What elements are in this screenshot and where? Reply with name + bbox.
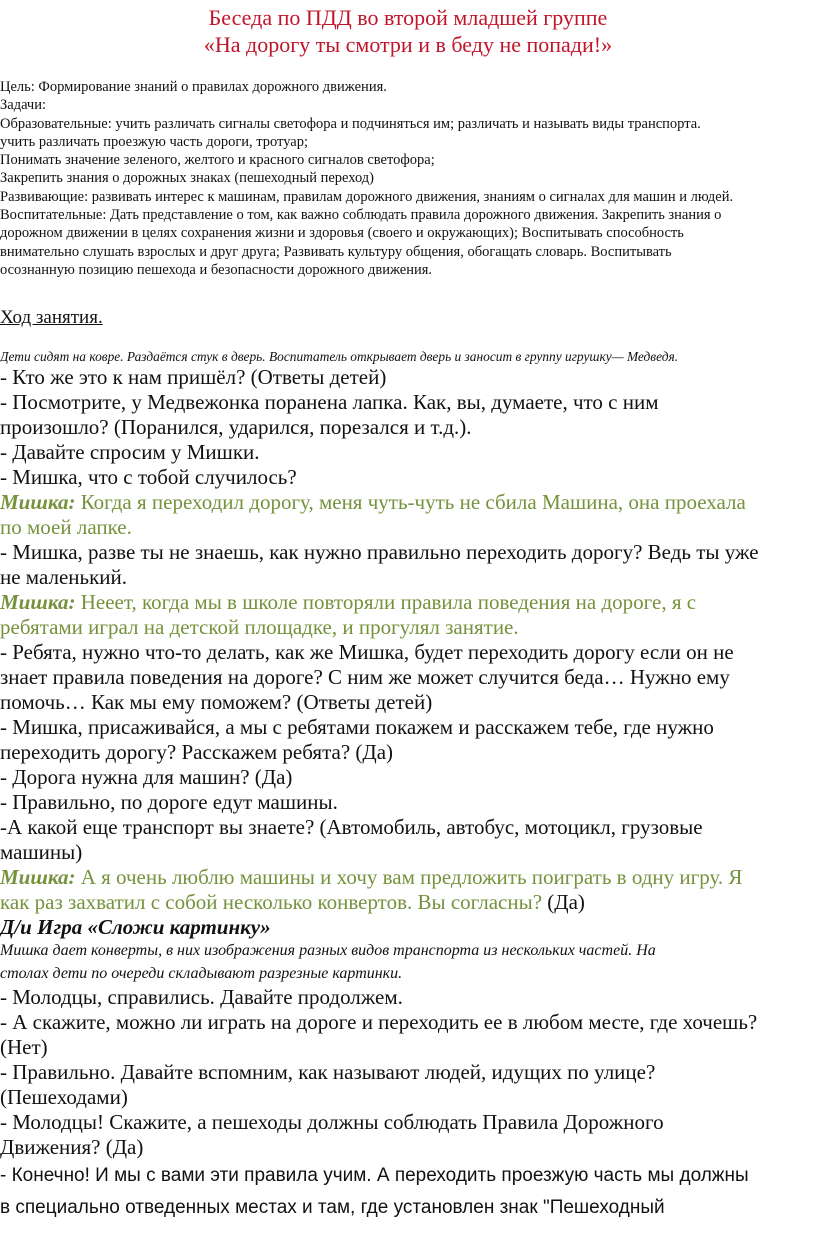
line-text: помочь… Как мы ему поможем? (Ответы детей) — [0, 690, 433, 714]
line-text: произошло? (Поранился, ударился, порезался и т.д.). — [0, 415, 472, 439]
text-line — [0, 565, 816, 590]
goal-line: Задачи: — [0, 97, 47, 114]
teacher-line — [0, 765, 816, 790]
paragraph — [0, 1160, 816, 1224]
text-line — [0, 890, 816, 915]
text-line — [0, 715, 816, 740]
text-line — [0, 815, 816, 840]
text-line — [0, 615, 816, 640]
goal-line: дорожном движении в целях сохранения жизни и здоровья (своего и окружающих); Воспитывать способность — [0, 225, 684, 242]
teacher-line — [0, 1110, 816, 1160]
text-line — [0, 1085, 816, 1110]
line-text: - Кто же это к нам пришёл? (Ответы детей) — [0, 365, 387, 389]
text-line — [0, 390, 816, 415]
text-line — [0, 590, 816, 615]
text-line — [0, 1192, 816, 1224]
line-text: - Молодцы, справились. Давайте продолжем. — [0, 985, 403, 1009]
text-line — [0, 1035, 816, 1060]
line-text: столах дети по очереди складывают разрезные картинки. — [0, 965, 403, 982]
goal-line: Цель: Формирование знаний о правилах дорожного движения. — [0, 79, 387, 95]
text-line — [0, 1110, 816, 1135]
line-text: машины) — [0, 840, 83, 864]
text-line — [0, 790, 816, 815]
goal-line: осознанную позицию пешехода и безопасности дорожного движения. — [0, 261, 433, 278]
text-line — [0, 1060, 816, 1085]
line-text: Дети сидят на ковре. Раздаётся стук в дверь. Воспитатель открывает дверь и заносит в группу игрушку— Медведя. — [0, 349, 679, 364]
text-line — [0, 540, 816, 565]
title-subtitle: «На дорогу ты смотри и в беду не попади!» — [203, 32, 613, 57]
bear-speech — [0, 590, 816, 640]
text-line — [0, 515, 816, 540]
line-text: (Нет) — [0, 1035, 48, 1059]
text-line — [0, 915, 816, 939]
line-text: - Давайте спросим у Мишки. — [0, 440, 260, 464]
goal-line: Развивающие: развивать интерес к машинам, правилам дорожного движения, знаниям о сигналах для машин и людей. — [0, 188, 734, 205]
line-text: - Мишка, что с тобой случилось? — [0, 465, 297, 489]
teacher-line — [0, 1060, 816, 1110]
bear-speech — [0, 490, 816, 540]
speaker-label: Мишка: — [0, 590, 76, 614]
title-line: Беседа по ПДД во второй младшей группе — [208, 5, 608, 30]
lesson-body — [0, 350, 816, 1224]
line-text: Когда я переходил дорогу, меня чуть-чуть не сбила Машина, она проехала — [75, 490, 746, 514]
text-line — [0, 865, 816, 890]
game-note — [0, 939, 816, 985]
goal-line: Закрепить знания о дорожных знаках (пешеходный переход) — [0, 170, 375, 187]
goals-section — [0, 78, 733, 279]
text-line — [0, 840, 816, 865]
line-text: - Правильно, по дороге едут машины. — [0, 790, 338, 814]
text-line — [0, 939, 816, 962]
line-text: Мишка дает конверты, в них изображения разных видов транспорта из нескольких частей. На — [0, 942, 656, 959]
goal-line: Понимать значение зеленого, желтого и красного сигналов светофора; — [0, 152, 435, 169]
stage-direction — [0, 350, 816, 364]
goal-line: внимательно слушать взрослых и друг друга; Развивать культуру общения, обогащать словарь. Воспитывать — [0, 243, 672, 260]
teacher-line — [0, 540, 816, 590]
goal-line: Воспитательные: Дать представление о том, как важно соблюдать правила дорожного движения. Закрепить знания о — [0, 207, 722, 224]
speaker-label: Мишка: — [0, 865, 76, 889]
teacher-line — [0, 1010, 816, 1060]
text-line — [0, 490, 816, 515]
line-text: Д/и Игра «Сложи картинку» — [0, 915, 271, 939]
text-line — [0, 665, 816, 690]
text-line — [0, 640, 816, 665]
text-line — [0, 1010, 816, 1035]
text-line — [0, 765, 816, 790]
text-line — [0, 962, 816, 985]
game-heading — [0, 915, 816, 939]
teacher-line — [0, 715, 816, 765]
line-text: знает правила поведения на дороге? С ним же может случится беда… Нужно ему — [0, 665, 730, 689]
text-line — [0, 365, 816, 390]
teacher-line — [0, 985, 816, 1010]
text-line — [0, 440, 816, 465]
line-text: - Мишка, присаживайся, а мы с ребятами покажем и расскажем тебе, где нужно — [0, 715, 714, 739]
line-text: - А скажите, можно ли играть на дороге и переходить ее в любом месте, где хочешь? — [0, 1010, 758, 1034]
text-line — [0, 740, 816, 765]
line-text: - Молодцы! Скажите, а пешеходы должны соблюдать Правила Дорожного — [0, 1110, 664, 1134]
text-line — [0, 415, 816, 440]
line-text: по моей лапке. — [0, 515, 132, 539]
text-line — [0, 350, 816, 364]
line-text: не маленький. — [0, 565, 128, 589]
text-line — [0, 690, 816, 715]
document-title — [0, 4, 816, 58]
line-text: (Пешеходами) — [0, 1085, 128, 1109]
line-text: -А какой еще транспорт вы знаете? (Автомобиль, автобус, мотоцикл, грузовые — [0, 815, 703, 839]
line-text: - Мишка, разве ты не знаешь, как нужно правильно переходить дорогу? Ведь ты уже — [0, 540, 759, 564]
teacher-line — [0, 365, 816, 390]
line-text: А я очень люблю машины и хочу вам предложить поиграть в одну игру. Я — [75, 865, 743, 889]
line-text: - Дорога нужна для машин? (Да) — [0, 765, 293, 789]
line-text: в специально отведенных местах и там, где установлен знак "Пешеходный — [0, 1197, 665, 1218]
line-text: ребятами играл на детской площадке, и прогулял занятие. — [0, 615, 519, 639]
text-line — [0, 1160, 816, 1192]
line-text: - Ребята, нужно что-то делать, как же Мишка, будет переходить дорогу если он не — [0, 640, 734, 664]
line-text: Нееет, когда мы в школе повторяли правила поведения на дороге, я с — [75, 590, 697, 614]
line-text: - Конечно! И мы с вами эти правила учим. А переходить проезжую часть мы должны — [0, 1165, 749, 1186]
text-line — [0, 985, 816, 1010]
line-text: - Правильно. Давайте вспомним, как называют людей, идущих по улице? — [0, 1060, 656, 1084]
section-heading: Ход занятия. — [0, 307, 103, 328]
teacher-line — [0, 390, 816, 440]
teacher-line — [0, 640, 816, 715]
teacher-line — [0, 790, 816, 815]
line-text: Движения? (Да) — [0, 1135, 144, 1159]
goal-line: Образовательные: учить различать сигналы светофора и подчиняться им; различать и называть виды транспорта. — [0, 115, 701, 132]
answer-tail: (Да) — [547, 890, 585, 914]
text-line — [0, 1135, 816, 1160]
teacher-line — [0, 815, 816, 865]
teacher-line — [0, 465, 816, 490]
goal-line: учить различать проезжую часть дороги, тротуар; — [0, 133, 309, 150]
text-line — [0, 465, 816, 490]
line-text: - Посмотрите, у Медвежонка поранена лапка. Как, вы, думаете, что с ним — [0, 390, 659, 414]
teacher-line — [0, 440, 816, 465]
line-text: переходить дорогу? Расскажем ребята? (Да) — [0, 740, 394, 764]
bear-speech — [0, 865, 816, 915]
speaker-label: Мишка: — [0, 490, 76, 514]
line-text: как раз захватил с собой несколько конвертов. Вы согласны? — [0, 890, 548, 914]
